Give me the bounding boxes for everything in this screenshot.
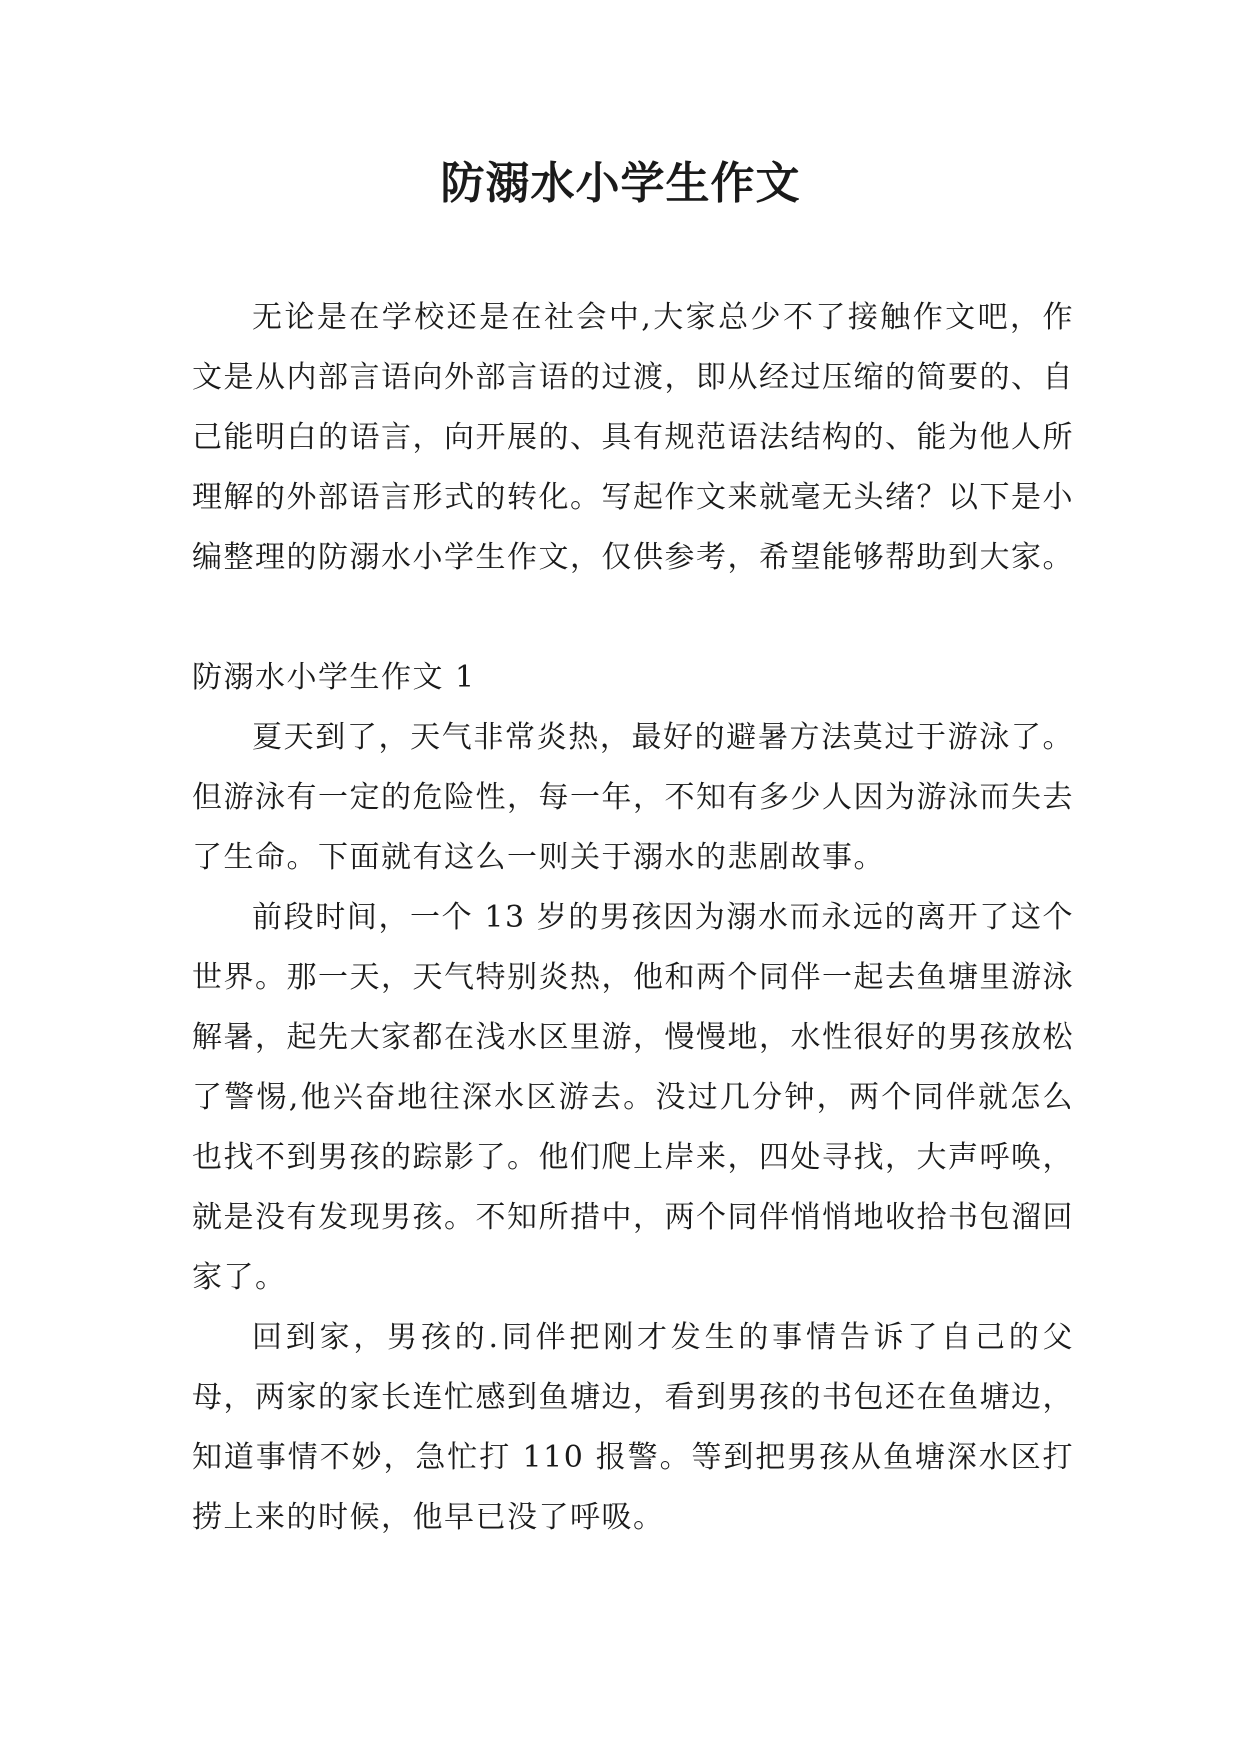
document-title: 防溺水小学生作文 [440,158,801,209]
section-paragraph: 前段时间，一个 13 岁的男孩因为溺水而永远的离开了这个世界。那一天，天气特别炎热，他和两个同伴一起去鱼塘里游泳解暑，起先大家都在浅水区里游，慢慢地，水性很好的男孩放松了警惕,他兴奋地往深水区游去。没过几分钟，两个同伴就怎么也找不到男孩的踪影了。他们爬上岸来，四处寻找，大声呼唤，就是没有发现男孩。不知所措中，两个同伴悄悄地收拾书包溜回家了。 [192,900,1074,1295]
section-heading: 防溺水小学生作文 1 [192,660,476,695]
intro-paragraph: 无论是在学校还是在社会中,大家总少不了接触作文吧，作文是从内部言语向外部言语的过渡，即从经过压缩的简要的、自己能明白的语言，向开展的、具有规范语法结构的、能为他人所理解的外部语言形式的转化。写起作文来就毫无头绪？以下是小编整理的防溺水小学生作文，仅供参考，希望能够帮助到大家。 [192,300,1074,575]
document-body [192,288,1074,1548]
section-paragraph: 回到家，男孩的.同伴把刚才发生的事情告诉了自己的父母，两家的家长连忙感到鱼塘边，看到男孩的书包还在鱼塘边，知道事情不妙，急忙打 110 报警。等到把男孩从鱼塘深水区打捞上来的时候，他早已没了呼吸。 [192,1320,1074,1535]
section-paragraph: 夏天到了，天气非常炎热，最好的避暑方法莫过于游泳了。但游泳有一定的危险性，每一年，不知有多少人因为游泳而失去了生命。下面就有这么一则关于溺水的悲剧故事。 [192,720,1074,875]
